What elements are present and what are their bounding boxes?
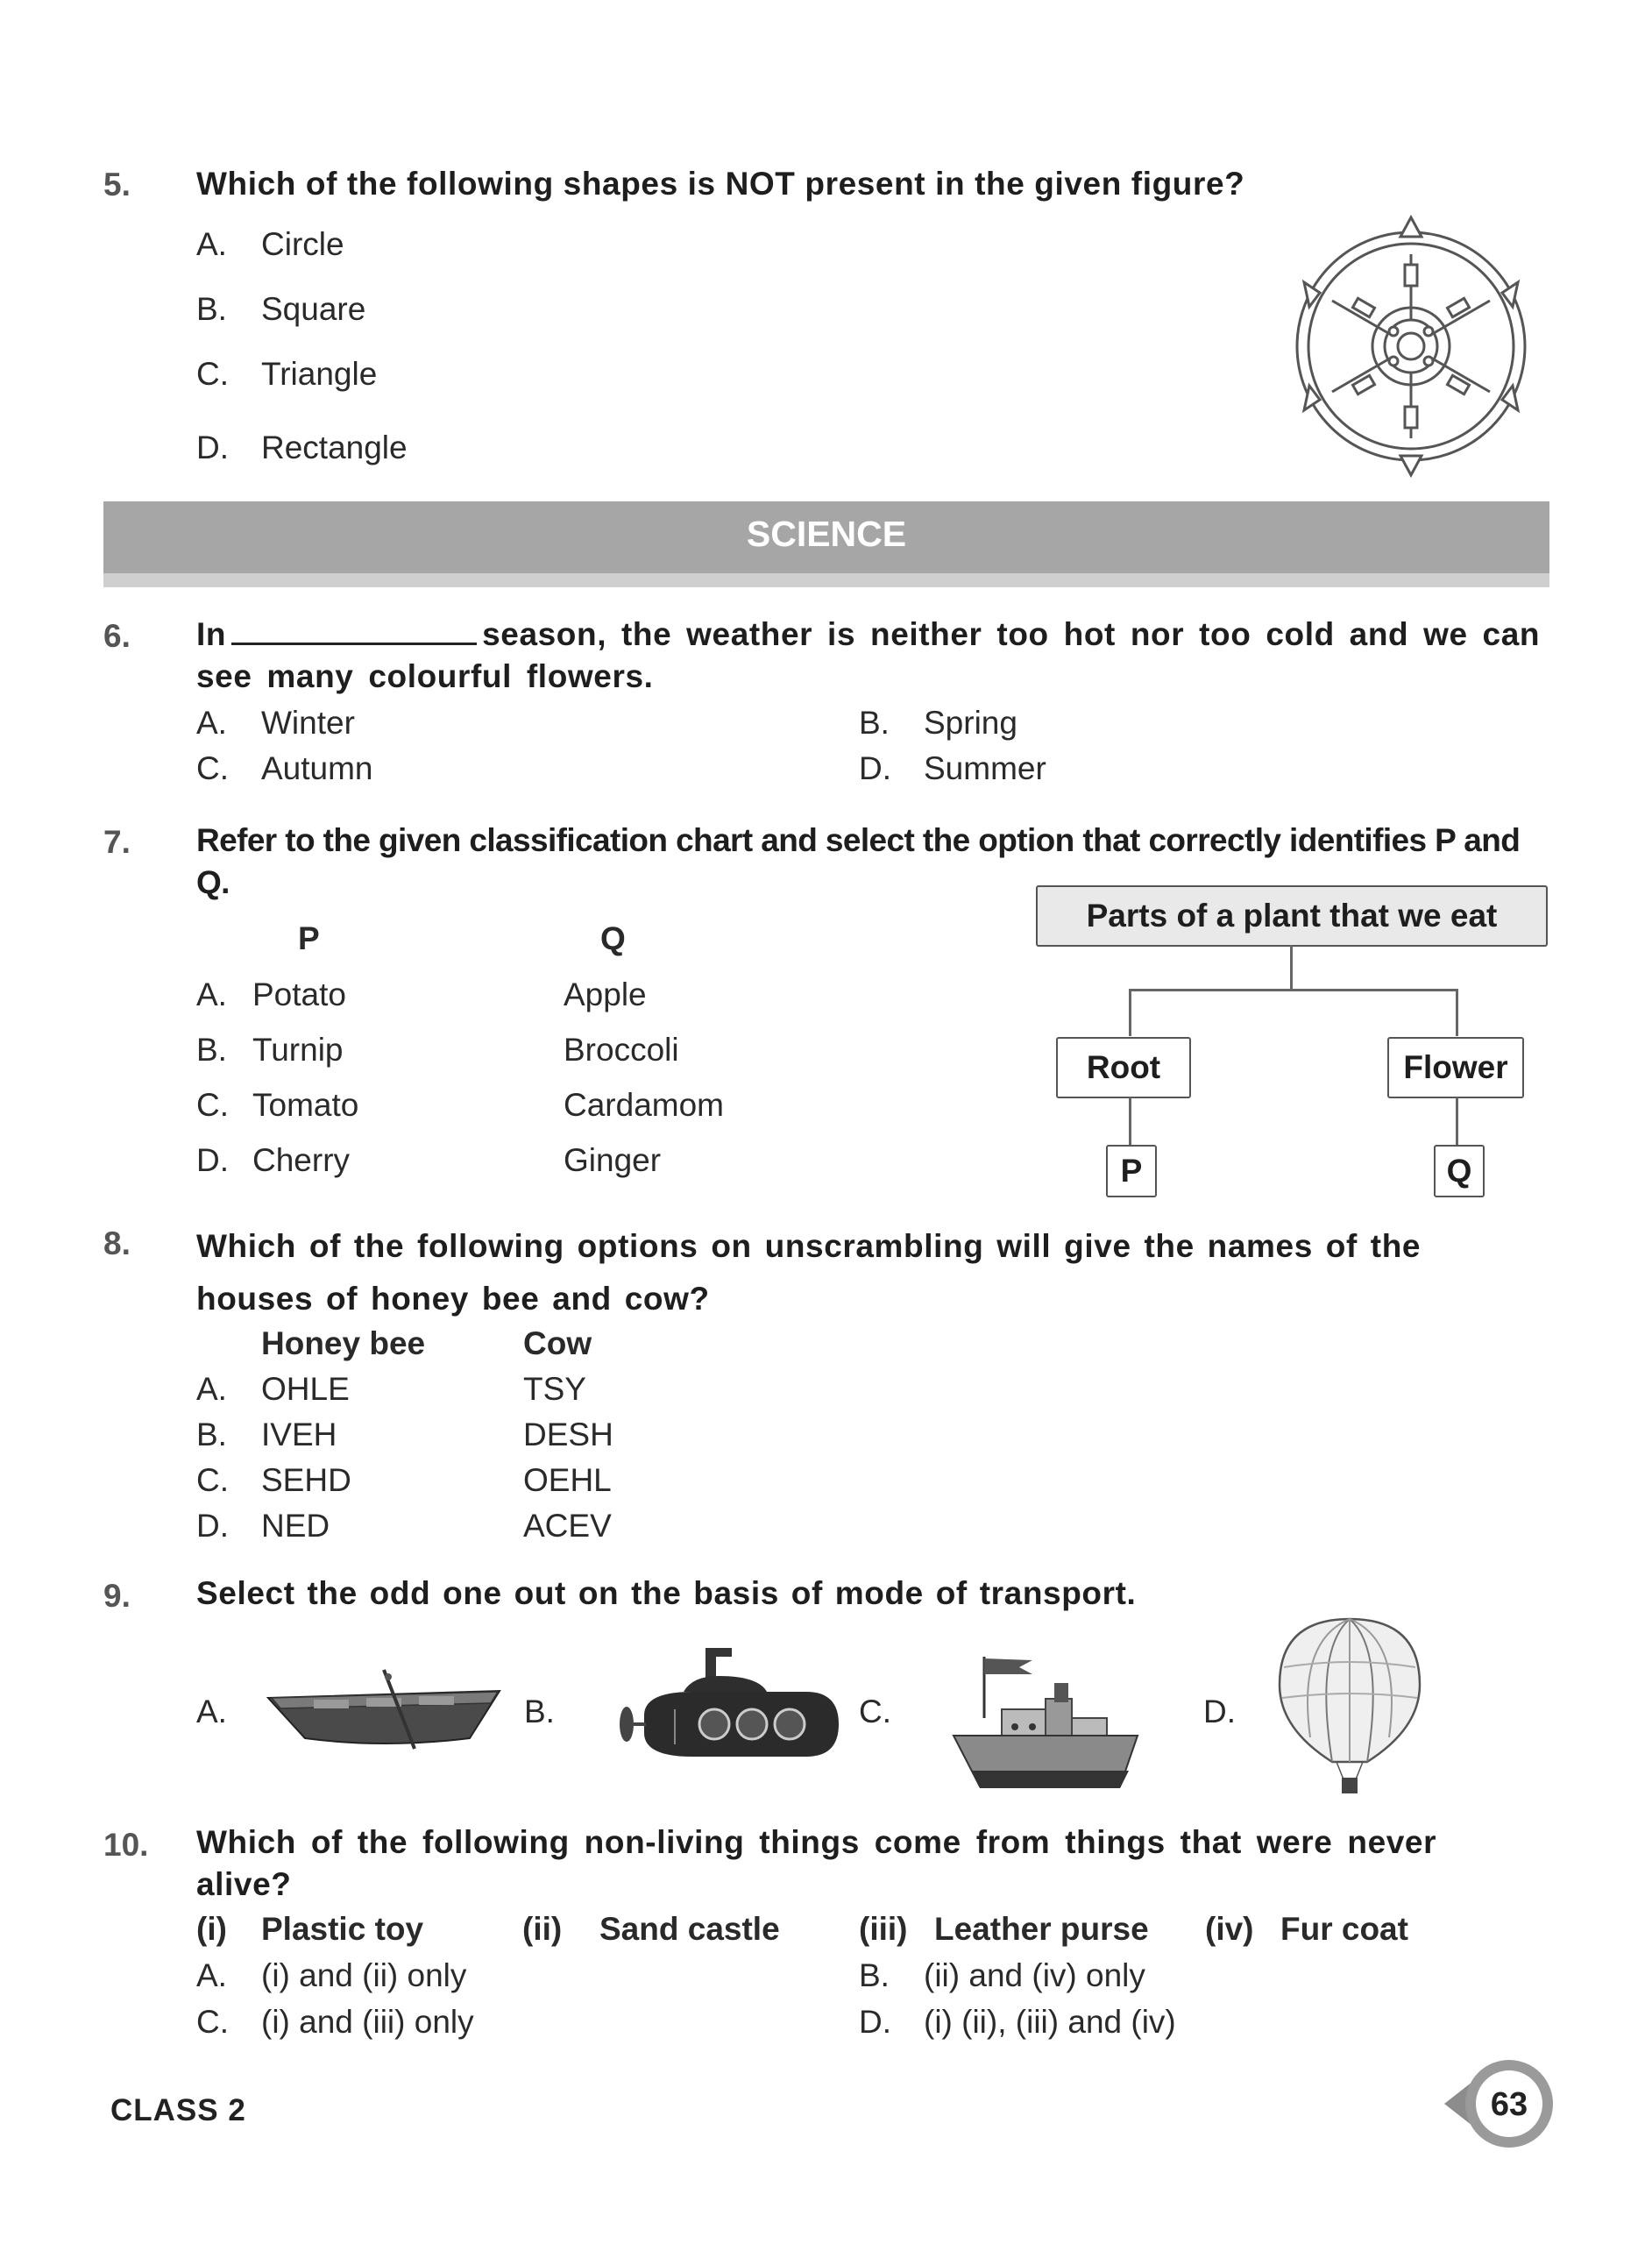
chart-flower-node: Flower [1387, 1037, 1524, 1098]
q6-option-a[interactable]: A. Winter [196, 705, 355, 741]
q8-col-honey-bee: Honey bee [261, 1325, 426, 1361]
q7-option-c-q: Cardamom [564, 1087, 724, 1123]
q7-option-b[interactable]: B. Turnip [196, 1032, 344, 1068]
q9-question: Select the odd one out on the basis of mode of transport. [196, 1575, 1137, 1611]
q10-item-2: (ii) Sand castle [522, 1911, 780, 1947]
chart-connector [1129, 989, 1458, 991]
q6-option-d[interactable]: D. Summer [859, 750, 1046, 786]
q9-option-d[interactable]: D. [1203, 1694, 1236, 1729]
chart-connector [1290, 945, 1293, 991]
q10-item-3: (iii) Leather purse [859, 1911, 1149, 1947]
q9-number: 9. [103, 1578, 131, 1614]
q10-number: 10. [103, 1827, 149, 1863]
q10-option-d[interactable]: D. (i) (ii), (iii) and (iv) [859, 2004, 1176, 2040]
q10-item-1: (i) Plastic toy [196, 1911, 424, 1947]
q5-option-a[interactable]: A. Circle [196, 226, 344, 262]
q5-question: Which of the following shapes is NOT present in the given figure? [196, 166, 1245, 202]
q6-option-c[interactable]: C. Autumn [196, 750, 373, 786]
chart-leaf-q: Q [1434, 1145, 1485, 1197]
section-title: SCIENCE [746, 514, 907, 554]
q7-col-q: Q [600, 920, 626, 956]
q7-option-a[interactable]: A. Potato [196, 976, 346, 1012]
answer-blank[interactable] [231, 616, 477, 645]
q8-option-c-b: OEHL [523, 1462, 612, 1498]
chart-root-node: Root [1056, 1037, 1191, 1098]
q10-option-a[interactable]: A. (i) and (ii) only [196, 1957, 467, 1993]
q5-option-d[interactable]: D. Rectangle [196, 430, 408, 465]
q9-option-c[interactable]: C. [859, 1694, 891, 1729]
page-number: 63 [1490, 2086, 1528, 2123]
q10-option-b[interactable]: B. (ii) and (iv) only [859, 1957, 1145, 1993]
q8-option-d[interactable]: D. NED [196, 1508, 330, 1544]
q5-number: 5. [103, 167, 131, 202]
q5-option-c[interactable]: C. Triangle [196, 356, 378, 392]
q8-question: Which of the following options on unscrambling will give the names of the houses of honey bee and cow? [196, 1228, 1422, 1317]
rowing-boat-icon [261, 1661, 507, 1758]
chart-root-box: Parts of a plant that we eat [1036, 885, 1548, 947]
q8-option-d-b: ACEV [523, 1508, 612, 1544]
q8-option-c[interactable]: C. SEHD [196, 1462, 351, 1498]
chart-connector [1129, 1097, 1131, 1147]
q6-question: In season, the weather is neither too hot nor too cold and we can see many colourful flowers. [196, 616, 1541, 694]
q7-number: 7. [103, 824, 131, 860]
footer-class-label: CLASS 2 [110, 2093, 246, 2127]
chart-leaf-p: P [1106, 1145, 1157, 1197]
q6-option-b[interactable]: B. Spring [859, 705, 1017, 741]
chart-connector [1129, 989, 1131, 1036]
chart-connector [1456, 989, 1458, 1036]
q7-option-a-q: Apple [564, 976, 647, 1012]
q6-number: 6. [103, 618, 131, 654]
q5-option-b[interactable]: B. Square [196, 291, 366, 327]
q10-question: Which of the following non-living things come from things that were never alive? [196, 1824, 1437, 1902]
submarine-icon [609, 1641, 841, 1772]
q10-item-4: (iv) Fur coat [1205, 1911, 1408, 1947]
q7-option-d[interactable]: D. Cherry [196, 1142, 351, 1178]
q7-question: Refer to the given classification chart and select the option that correctly identifies P and Q. [196, 822, 1521, 900]
section-band-underline [103, 573, 1549, 587]
wheel-figure [1271, 210, 1551, 491]
q9-option-a[interactable]: A. [196, 1694, 227, 1729]
q9-option-b[interactable]: B. [524, 1694, 555, 1729]
q8-option-b-b: DESH [523, 1417, 613, 1452]
ship-icon [949, 1648, 1142, 1797]
hot-air-balloon-icon [1275, 1615, 1424, 1799]
q8-option-a[interactable]: A. OHLE [196, 1371, 350, 1407]
q7-col-p: P [298, 920, 320, 956]
q8-col-cow: Cow [523, 1325, 592, 1361]
q7-option-b-q: Broccoli [564, 1032, 679, 1068]
q8-option-a-b: TSY [523, 1371, 586, 1407]
chart-connector [1456, 1097, 1458, 1147]
q7-option-c[interactable]: C. Tomato [196, 1087, 359, 1123]
q8-option-b[interactable]: B. IVEH [196, 1417, 337, 1452]
q7-option-d-q: Ginger [564, 1142, 662, 1178]
q8-number: 8. [103, 1225, 131, 1261]
q10-option-c[interactable]: C. (i) and (iii) only [196, 2004, 474, 2040]
